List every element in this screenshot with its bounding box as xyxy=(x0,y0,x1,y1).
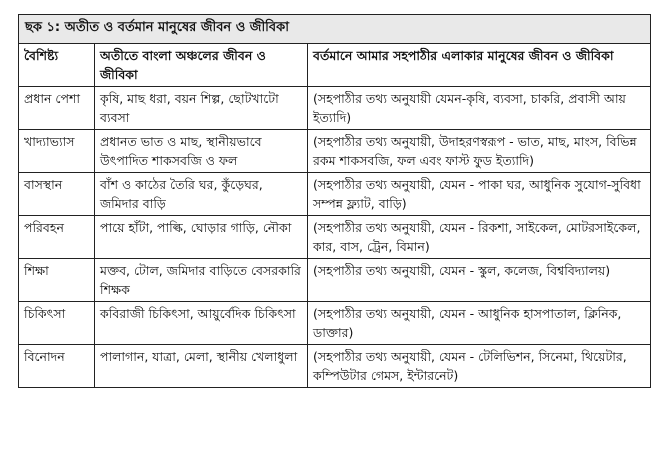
past-cell: কবিরাজী চিকিৎসা, আয়ুর্বেদিক চিকিৎসা xyxy=(95,302,308,345)
header-feature: বৈশিষ্ট্য xyxy=(19,44,95,87)
table-row xyxy=(19,216,651,259)
present-cell: (সহপাঠীর তথ্য অনুযায়ী, যেমন - রিকশা, সাইকেল, মোটরসাইকেল, কার, বাস, ট্রেন, বিমান) xyxy=(308,216,651,259)
past-cell: মক্তব, টোল, জমিদার বাড়িতে বেসরকারি শিক্ষক xyxy=(95,259,308,302)
past-cell: পায়ে হাঁটা, পাল্কি, ঘোড়ার গাড়ি, নৌকা xyxy=(95,216,308,259)
present-cell: (সহপাঠীর তথ্য অনুযায়ী, যেমন - পাকা ঘর, আধুনিক সুযোগ-সুবিধা সম্পন্ন ফ্ল্যাট, বাড়ি) xyxy=(308,173,651,216)
past-cell: কৃষি, মাছ ধরা, বয়ন শিল্প, ছোটখাটো ব্যবসা xyxy=(95,87,308,130)
table-row xyxy=(19,259,651,302)
table-row xyxy=(19,302,651,345)
table-row xyxy=(19,345,651,388)
table-row xyxy=(19,87,651,130)
past-cell: প্রধানত ভাত ও মাছ, স্থানীয়ভাবে উৎপাদিত শাকসবজি ও ফল xyxy=(95,130,308,173)
feature-cell: পরিবহন xyxy=(19,216,95,259)
present-cell: (সহপাঠীর তথ্য অনুযায়ী, যেমন - আধুনিক হাসপাতাল, ক্লিনিক, ডাক্তার) xyxy=(308,302,651,345)
present-cell: (সহপাঠীর তথ্য অনুযায়ী, উদাহরণস্বরূপ - ভাত, মাছ, মাংস, বিভিন্ন রকম শাকসবজি, ফল এবং ফাস্ট ফুড ইত্যাদি) xyxy=(308,130,651,173)
past-cell: বাঁশ ও কাঠের তৈরি ঘর, কুঁড়েঘর, জমিদার বাড়ি xyxy=(95,173,308,216)
header-present: বর্তমানে আমার সহপাঠীর এলাকার মানুষের জীবন ও জীবিকা xyxy=(308,44,651,87)
present-cell: (সহপাঠীর তথ্য অনুযায়ী যেমন-কৃষি, ব্যবসা, চাকরি, প্রবাসী আয় ইত্যাদি) xyxy=(308,87,651,130)
table-title-row xyxy=(19,15,651,44)
header-past: অতীতে বাংলা অঞ্চলের জীবন ও জীবিকা xyxy=(95,44,308,87)
comparison-table xyxy=(18,14,651,388)
feature-cell: শিক্ষা xyxy=(19,259,95,302)
present-cell: (সহপাঠীর তথ্য অনুযায়ী, যেমন - স্কুল, কলেজ, বিশ্ববিদ্যালয়) xyxy=(308,259,651,302)
past-cell: পালাগান, যাত্রা, মেলা, স্থানীয় খেলাধুলা xyxy=(95,345,308,388)
comparison-table-container xyxy=(18,14,650,388)
feature-cell: চিকিৎসা xyxy=(19,302,95,345)
feature-cell: খাদ্যাভ্যাস xyxy=(19,130,95,173)
table-row xyxy=(19,130,651,173)
table-title: ছক ১: অতীত ও বর্তমান মানুষের জীবন ও জীবিকা xyxy=(19,15,651,44)
present-cell: (সহপাঠীর তথ্য অনুযায়ী, যেমন - টেলিভিশন, সিনেমা, থিয়েটার, কম্পিউটার গেমস, ইন্টারনেট) xyxy=(308,345,651,388)
table-header-row xyxy=(19,44,651,87)
feature-cell: বিনোদন xyxy=(19,345,95,388)
feature-cell: বাসস্থান xyxy=(19,173,95,216)
table-row xyxy=(19,173,651,216)
feature-cell: প্রধান পেশা xyxy=(19,87,95,130)
